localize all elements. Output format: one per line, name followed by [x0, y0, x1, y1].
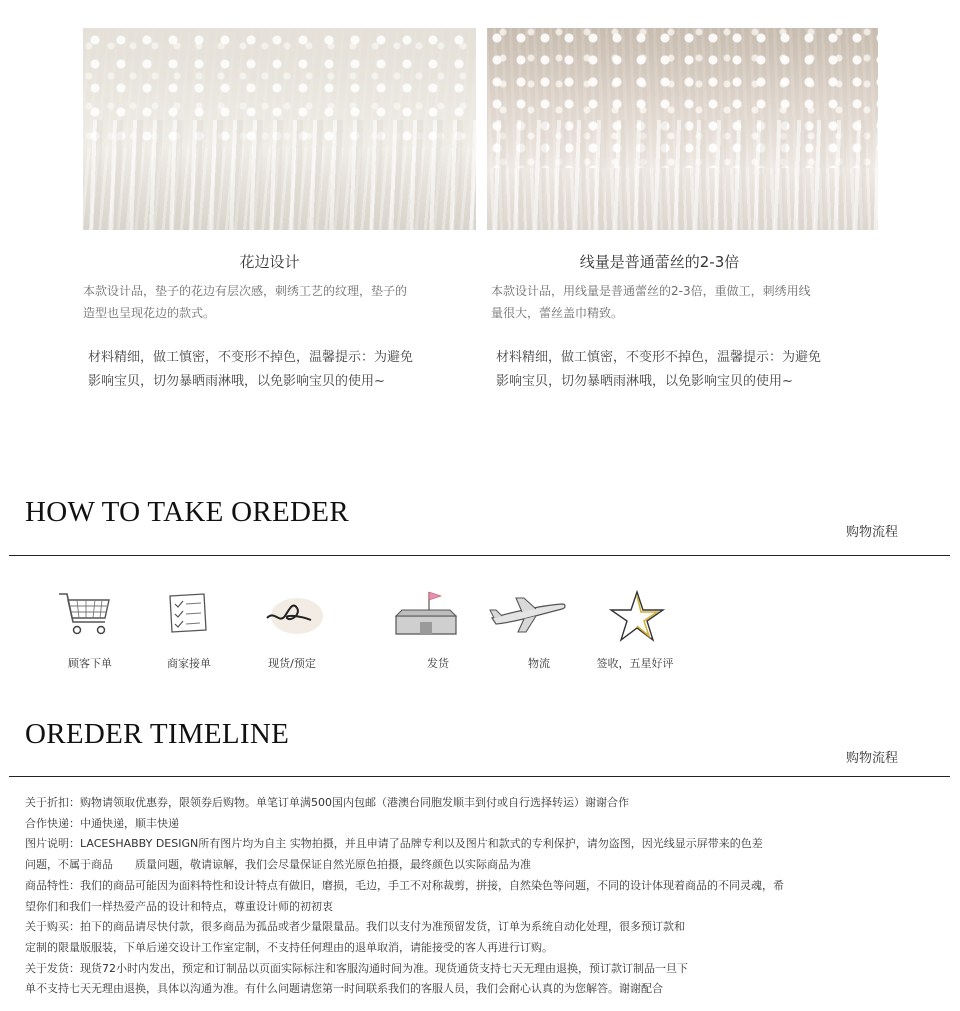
step-customer-order: [35, 588, 135, 640]
step-label: 现货/预定: [268, 657, 316, 670]
description-line: 造型也呈现花边的款式。: [83, 306, 216, 320]
terms-line: 问题，不属于商品 质量问题，敬请谅解，我们会尽量保证自然光原色拍摄，最终颜色以实际商品为准: [25, 858, 531, 872]
section-divider: [9, 776, 950, 777]
terms-line: 商品特性：我们的商品可能因为面料特性和设计特点有做旧，磨损，毛边，手工不对称裁剪，拼接，自然染色等问题，不同的设计体现着商品的不同灵魂，希: [25, 878, 784, 892]
step-logistics: [478, 588, 578, 640]
how-to-order-title: HOW TO TAKE OREDER: [25, 496, 349, 528]
step-shipping: [376, 588, 476, 640]
checklist-icon: [162, 588, 212, 640]
terms-line: 关于发货：现货72小时内发出，预定和订制品以页面实际标注和客服沟通时间为准。现货通货支持七天无理由退换，预订款订制品一旦下: [25, 961, 688, 975]
note-line: 影响宝贝，切勿暴晒雨淋哦，以免影响宝贝的使用~: [88, 374, 385, 389]
terms-line: 关于购买：拍下的商品请尽快付款，很多商品为孤品或者少量限量品。我们以支付为准预留发货，订单为系统自动化处理，很多预订款和: [25, 920, 685, 934]
order-timeline-subtitle: 购物流程: [845, 751, 898, 766]
signature-icon: [257, 588, 327, 640]
shopping-cart-icon: [55, 588, 115, 640]
step-label: 签收，五星好评: [596, 657, 674, 670]
description-line: 量很大，蕾丝盖巾精致。: [491, 306, 624, 320]
feature-caption-right: 线量是普通蕾丝的2-3倍: [579, 253, 740, 271]
star-icon: [607, 588, 667, 644]
tulle-ruffle: [83, 120, 476, 230]
terms-line: 合作快递：中通快递，顺丰快递: [25, 816, 179, 830]
tulle-ruffle: [487, 120, 878, 230]
lace-ruffle-photo-left: [83, 28, 476, 230]
description-line: 本款设计品，用线量是普通蕾丝的2-3倍，重做工，刺绣用线: [491, 284, 811, 298]
step-merchant-accept: [137, 588, 237, 640]
terms-line: 图片说明：LACESHABBY DESIGN所有图片均为自主 实物拍摄，并且申请了品牌专利以及图片和款式的专利保护，请勿盗图，因光线显示屏带来的色差: [25, 837, 763, 851]
terms-list: [25, 793, 875, 1000]
care-note-left: [88, 346, 413, 394]
note-line: 材料精细，做工慎密，不变形不掉色，温馨提示：为避免: [496, 350, 822, 365]
terms-line: 单不支持七天无理由退换，具体以沟通为准。有什么问题请您第一时间联系我们的客服人员，我们会耐心认真的为您解答。谢谢配合: [25, 982, 663, 996]
terms-line: 望你们和我们一样热爱产品的设计和特点，尊重设计师的初初衷: [25, 899, 333, 913]
feature-description-right: [491, 280, 811, 324]
step-stock-preorder: [242, 588, 342, 640]
how-to-order-subtitle: 购物流程: [845, 525, 898, 540]
feature-description-left: [83, 280, 407, 324]
step-label: 顾客下单: [68, 657, 112, 670]
airplane-icon: [486, 588, 570, 640]
lace-detail-photo-right: [487, 28, 878, 230]
step-label: 商家接单: [167, 657, 211, 670]
note-line: 材料精细，做工慎密，不变形不掉色，温馨提示：为避免: [88, 350, 414, 365]
warehouse-icon: [386, 588, 466, 640]
section-divider: [9, 555, 950, 556]
description-line: 本款设计品，垫子的花边有层次感，刺绣工艺的纹理，垫子的: [83, 284, 408, 298]
terms-line: 定制的限量版服装，下单后递交设计工作室定制，不支持任何理由的退单取消，请能接受的客人再进行订购。: [25, 940, 553, 954]
step-receive-review: [587, 588, 687, 644]
care-note-right: [496, 346, 821, 394]
note-line: 影响宝贝，切勿暴晒雨淋哦，以免影响宝贝的使用~: [496, 374, 793, 389]
feature-caption-left: 花边设计: [239, 253, 300, 271]
step-label: 发货: [427, 657, 449, 670]
terms-line: 关于折扣：购物请领取优惠券，限领券后购物。单笔订单满500国内包邮（港澳台同胞发顺丰到付或自行选择转运）谢谢合作: [25, 796, 629, 809]
order-timeline-title: OREDER TIMELINE: [25, 718, 290, 750]
step-label: 物流: [528, 657, 550, 670]
